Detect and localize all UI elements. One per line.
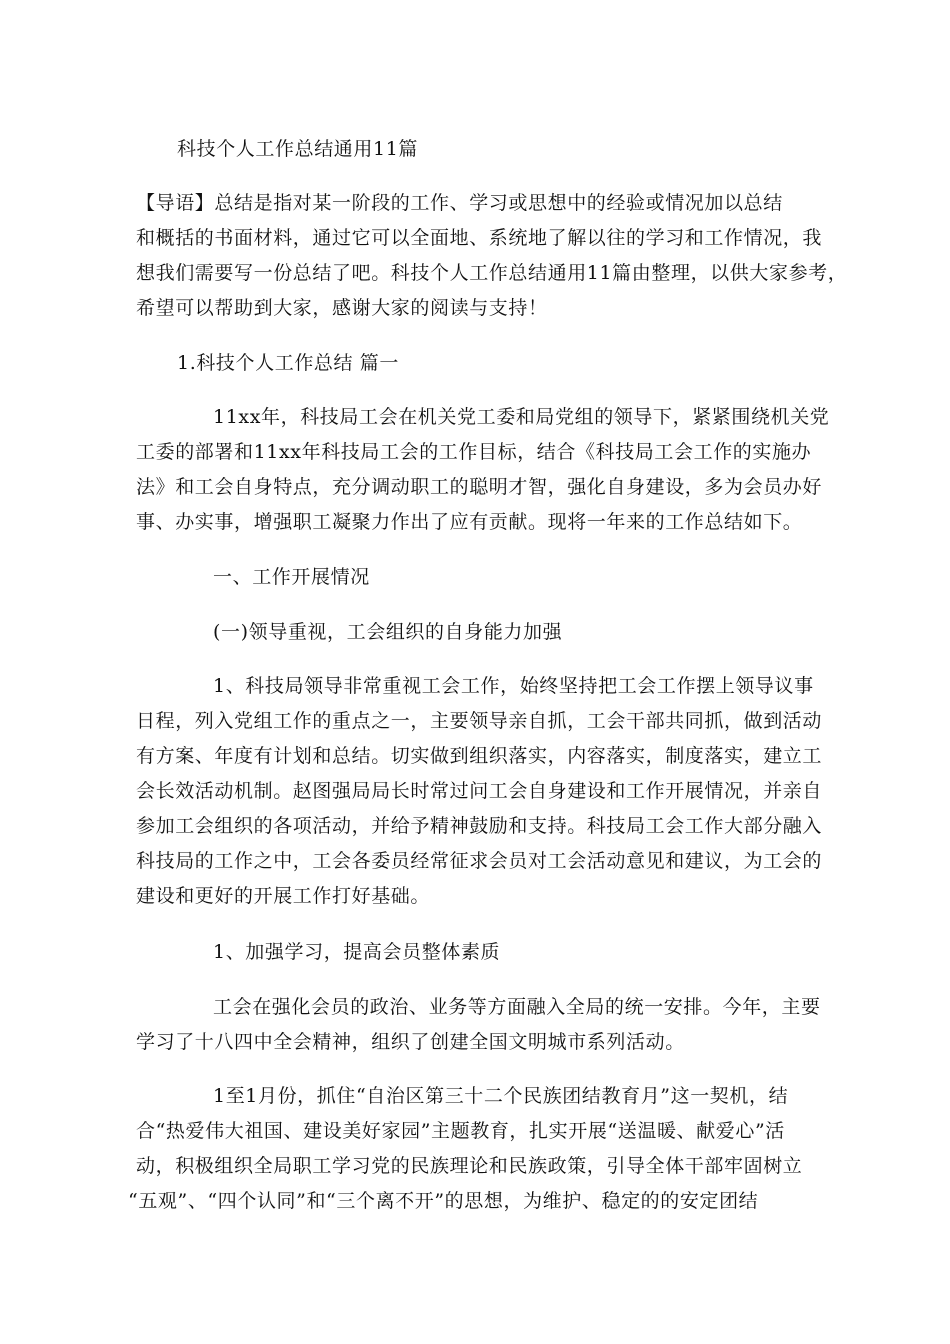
intro-line: 和概括的书面材料，通过它可以全面地、系统地了解以往的学习和工作情况，我 <box>136 227 823 249</box>
paragraph-line: 1、科技局领导非常重视工会工作，始终坚持把工会工作摆上领导议事 <box>213 675 814 697</box>
intro-line: 想我们需要写一份总结了吧。科技个人工作总结通用11篇由整理，以供大家参考， <box>136 262 848 284</box>
paragraph-line: 会长效活动机制。赵图强局局长时常过问工会自身建设和工作开展情况，并亲自 <box>136 780 823 802</box>
intro-line: 希望可以帮助到大家，感谢大家的阅读与支持！ <box>136 297 548 319</box>
paragraph-line: 事、办实事，增强职工凝聚力作出了应有贡献。现将一年来的工作总结如下。 <box>136 511 803 533</box>
paragraph-line: 日程，列入党组工作的重点之一，主要领导亲自抓，工会干部共同抓，做到活动 <box>136 710 823 732</box>
paragraph-line: 科技局的工作之中，工会各委员经常征求会员对工会活动意见和建议，为工会的 <box>136 850 823 872</box>
subheading: (一)领导重视，工会组织的自身能力加强 <box>213 621 563 643</box>
paragraph-line: 建设和更好的开展工作打好基础。 <box>136 885 431 907</box>
subheading: 一、工作开展情况 <box>213 566 370 588</box>
paragraph-line: 11xx年，科技局工会在机关党工委和局党组的领导下，紧紧围绕机关党 <box>213 406 830 428</box>
paragraph-line: 参加工会组织的各项活动，并给予精神鼓励和支持。科技局工会工作大部分融入 <box>136 815 823 837</box>
paragraph-line: “五观”、“四个认同”和“三个离不开”的思想，为维护、稳定的的安定团结 <box>128 1190 759 1212</box>
section-heading: 1.科技个人工作总结 篇一 <box>177 352 399 374</box>
paragraph-line: 工会在强化会员的政治、业务等方面融入全局的统一安排。今年，主要 <box>213 996 821 1018</box>
paragraph-line: 动，积极组织全局职工学习党的民族理论和民族政策，引导全体干部牢固树立 <box>136 1155 803 1177</box>
subheading: 1、加强学习，提高会员整体素质 <box>213 941 501 963</box>
paragraph-line: 1至1月份，抓住“自治区第三十二个民族团结教育月”这一契机，结 <box>213 1085 789 1107</box>
paragraph-line: 学习了十八四中全会精神，组织了创建全国文明城市系列活动。 <box>136 1031 685 1053</box>
document-title: 科技个人工作总结通用11篇 <box>177 138 418 160</box>
paragraph-line: 合“热爱伟大祖国、建设美好家园”主题教育，扎实开展“送温暖、献爱心”活 <box>136 1120 785 1142</box>
paragraph-line: 法》和工会自身特点，充分调动职工的聪明才智，强化自身建设，多为会员办好 <box>136 476 823 498</box>
paragraph-line: 工委的部署和11xx年科技局工会的工作目标，结合《科技局工会工作的实施办 <box>136 441 812 463</box>
intro-line: 【导语】总结是指对某一阶段的工作、学习或思想中的经验或情况加以总结 <box>136 192 783 214</box>
paragraph-line: 有方案、年度有计划和总结。切实做到组织落实，内容落实，制度落实，建立工 <box>136 745 823 767</box>
